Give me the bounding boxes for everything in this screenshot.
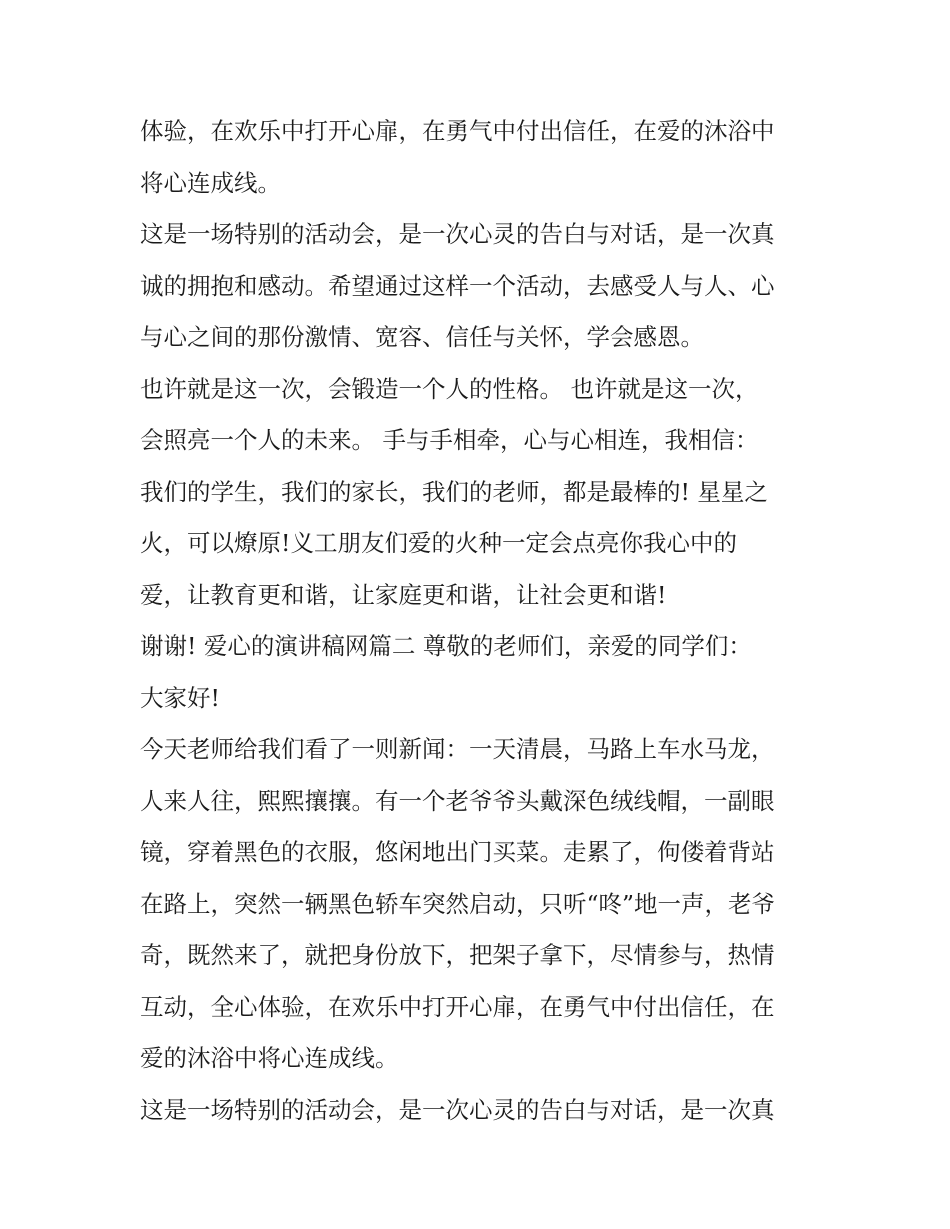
text-line: 这是一场特别的活动会，是一次心灵的告白与对话，是一次真 — [140, 220, 775, 248]
text-line: 奇，既然来了，就把身份放下，把架子拿下，尽情参与，热情 — [140, 941, 775, 969]
text-line: 互动，全心体验，在欢乐中打开心扉，在勇气中付出信任，在 — [140, 992, 775, 1021]
text-line: 这是一场特别的活动会，是一次心灵的告白与对话，是一次真 — [140, 1095, 775, 1124]
text-line: 也许就是这一次，会锻造一个人的性格。 也许就是这一次， — [140, 374, 759, 403]
text-line: 我们的学生，我们的家长，我们的老师，都是最棒的! 星星之 — [140, 477, 768, 506]
text-line: 今天老师给我们看了一则新闻：一天清晨，马路上车水马龙， — [140, 735, 775, 763]
text-line: 在路上，突然一辆黑色轿车突然启动，只听“咚”地一声，老爷 — [140, 889, 776, 918]
text-line: 镜，穿着黑色的衣服，悠闲地出门买菜。走累了，佝偻着背站 — [140, 838, 775, 866]
body-text — [140, 106, 830, 1136]
text-line: 谢谢! 爱心的演讲稿网篇二 尊敬的老师们，亲爱的同学们： — [140, 632, 752, 660]
text-line: 会照亮一个人的未来。 手与手相牵，心与心相连，我相信： — [140, 426, 759, 454]
text-line: 体验，在欢乐中打开心扉，在勇气中付出信任，在爱的沐浴中 — [140, 117, 775, 145]
text-line: 大家好! — [140, 683, 220, 712]
text-line: 将心连成线。 — [140, 168, 281, 197]
text-line: 诚的拥抱和感动。希望通过这样一个活动，去感受人与人、心 — [140, 271, 775, 300]
text-line: 爱的沐浴中将心连成线。 — [140, 1044, 399, 1072]
text-line: 与心之间的那份激情、宽容、信任与关怀，学会感恩。 — [140, 323, 704, 351]
text-line: 人来人往，熙熙攘攘。有一个老爷爷头戴深色绒线帽，一副眼 — [140, 786, 775, 815]
text-line: 爱，让教育更和谐，让家庭更和谐，让社会更和谐! — [140, 580, 667, 609]
text-line: 火，可以燎原!义工朋友们爱的火种一定会点亮你我心中的 — [140, 529, 737, 557]
